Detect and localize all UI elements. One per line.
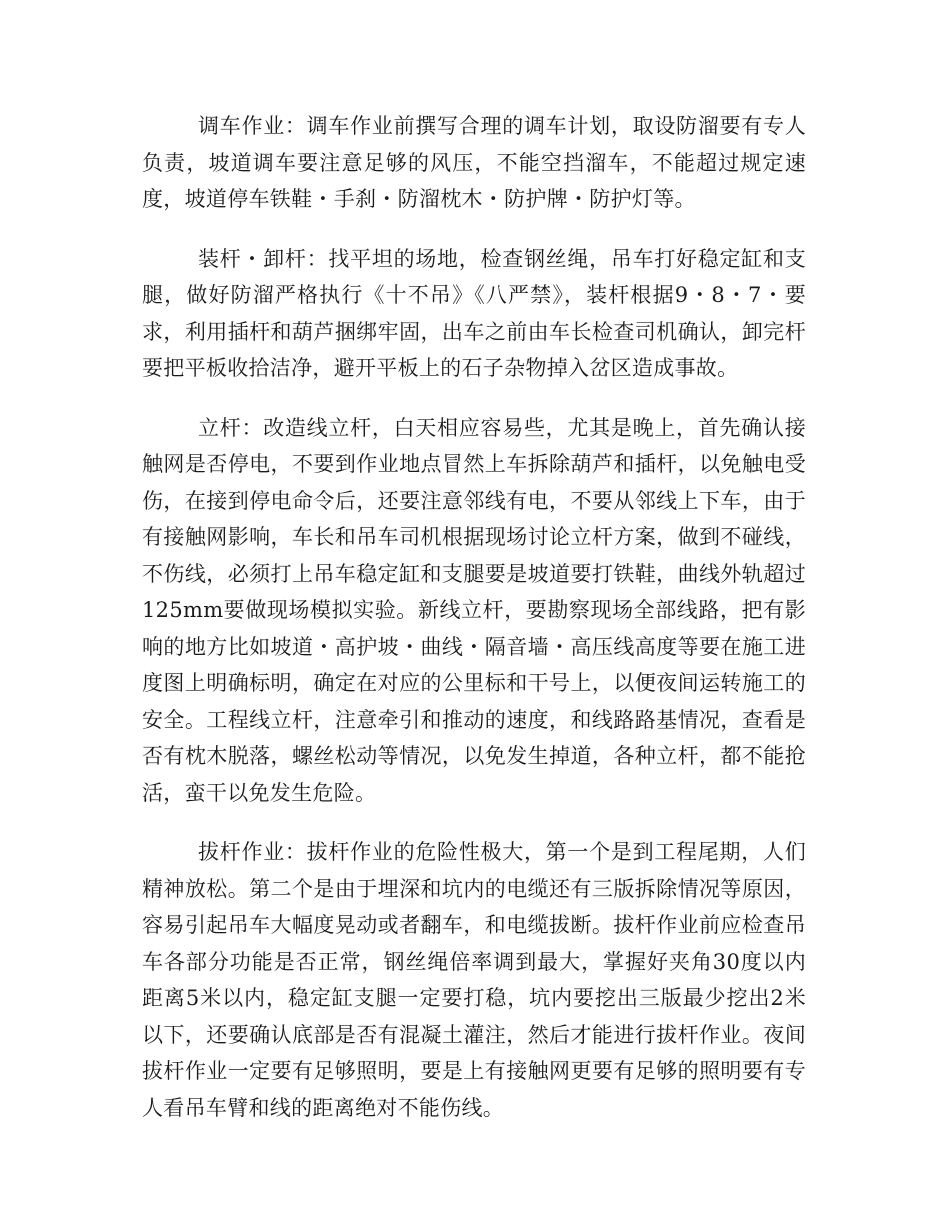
paragraph-pole-extraction: 拔杆作业：拔杆作业的危险性极大，第一个是到工程尾期，人们精神放松。第二个是由于埋深和坑内的电缆还有三版拆除情况等原因，容易引起吊车大幅度晃动或者翻车，和电缆拔断。拔杆作业前应检查吊车各部分功能是否正常，钢丝绳倍率调到最大，掌握好夹角30度以内距离5米以内，稳定缸支腿一定要打稳，坑内要挖出三版最少挖出2米以下，还要确认底部是否有混凝土灌注，然后才能进行拔杆作业。夜间拔杆作业一定要有足够照明，要是上有接触网更要有足够的照明要有专人看吊车臂和线的距离绝对不能伤线。 [142,840,806,1120]
document-body [142,108,806,1149]
paragraph-pole-erection: 立杆：改造线立杆，白天相应容易些，尤其是晚上，首先确认接触网是否停电，不要到作业地点冒然上车拆除葫芦和插杆，以免触电受伤，在接到停电命令后，还要注意邻线有电，不要从邻线上下车，由于有接触网影响，车长和吊车司机根据现场讨论立杆方案，做到不碰线，不伤线，必须打上吊车稳定缸和支腿要是坡道要打铁鞋，曲线外轨超过125mm要做现场模拟实验。新线立杆，要勘察现场全部线路，把有影响的地方比如坡道・高护坡・曲线・隔音墙・高压线高度等要在施工进度图上明确标明，确定在对应的公里标和干号上，以便夜间运转施工的安全。工程线立杆，注意牵引和推动的速度，和线路路基情况，查看是否有枕木脱落，螺丝松动等情况，以免发生掉道，各种立杆，都不能抢活，蛮干以免发生危险。 [142,415,806,805]
paragraph-shunting-operation: 调车作业：调车作业前撰写合理的调车计划，取设防溜要有专人负责，坡道调车要注意足够的风压，不能空挡溜车，不能超过规定速度，坡道停车铁鞋・手刹・防溜枕木・防护牌・防护灯等。 [142,114,806,211]
paragraph-loading-unloading-poles: 装杆・卸杆：找平坦的场地，检查钢丝绳，吊车打好稳定缸和支腿，做好防溜严格执行《十不吊》《八严禁》，装杆根据9・8・7・要求，利用插杆和葫芦捆绑牢固，出车之前由车长检查司机确认，卸完杆要把平板收拾洁净，避开平板上的石子杂物掉入岔区造成事故。 [142,246,806,380]
